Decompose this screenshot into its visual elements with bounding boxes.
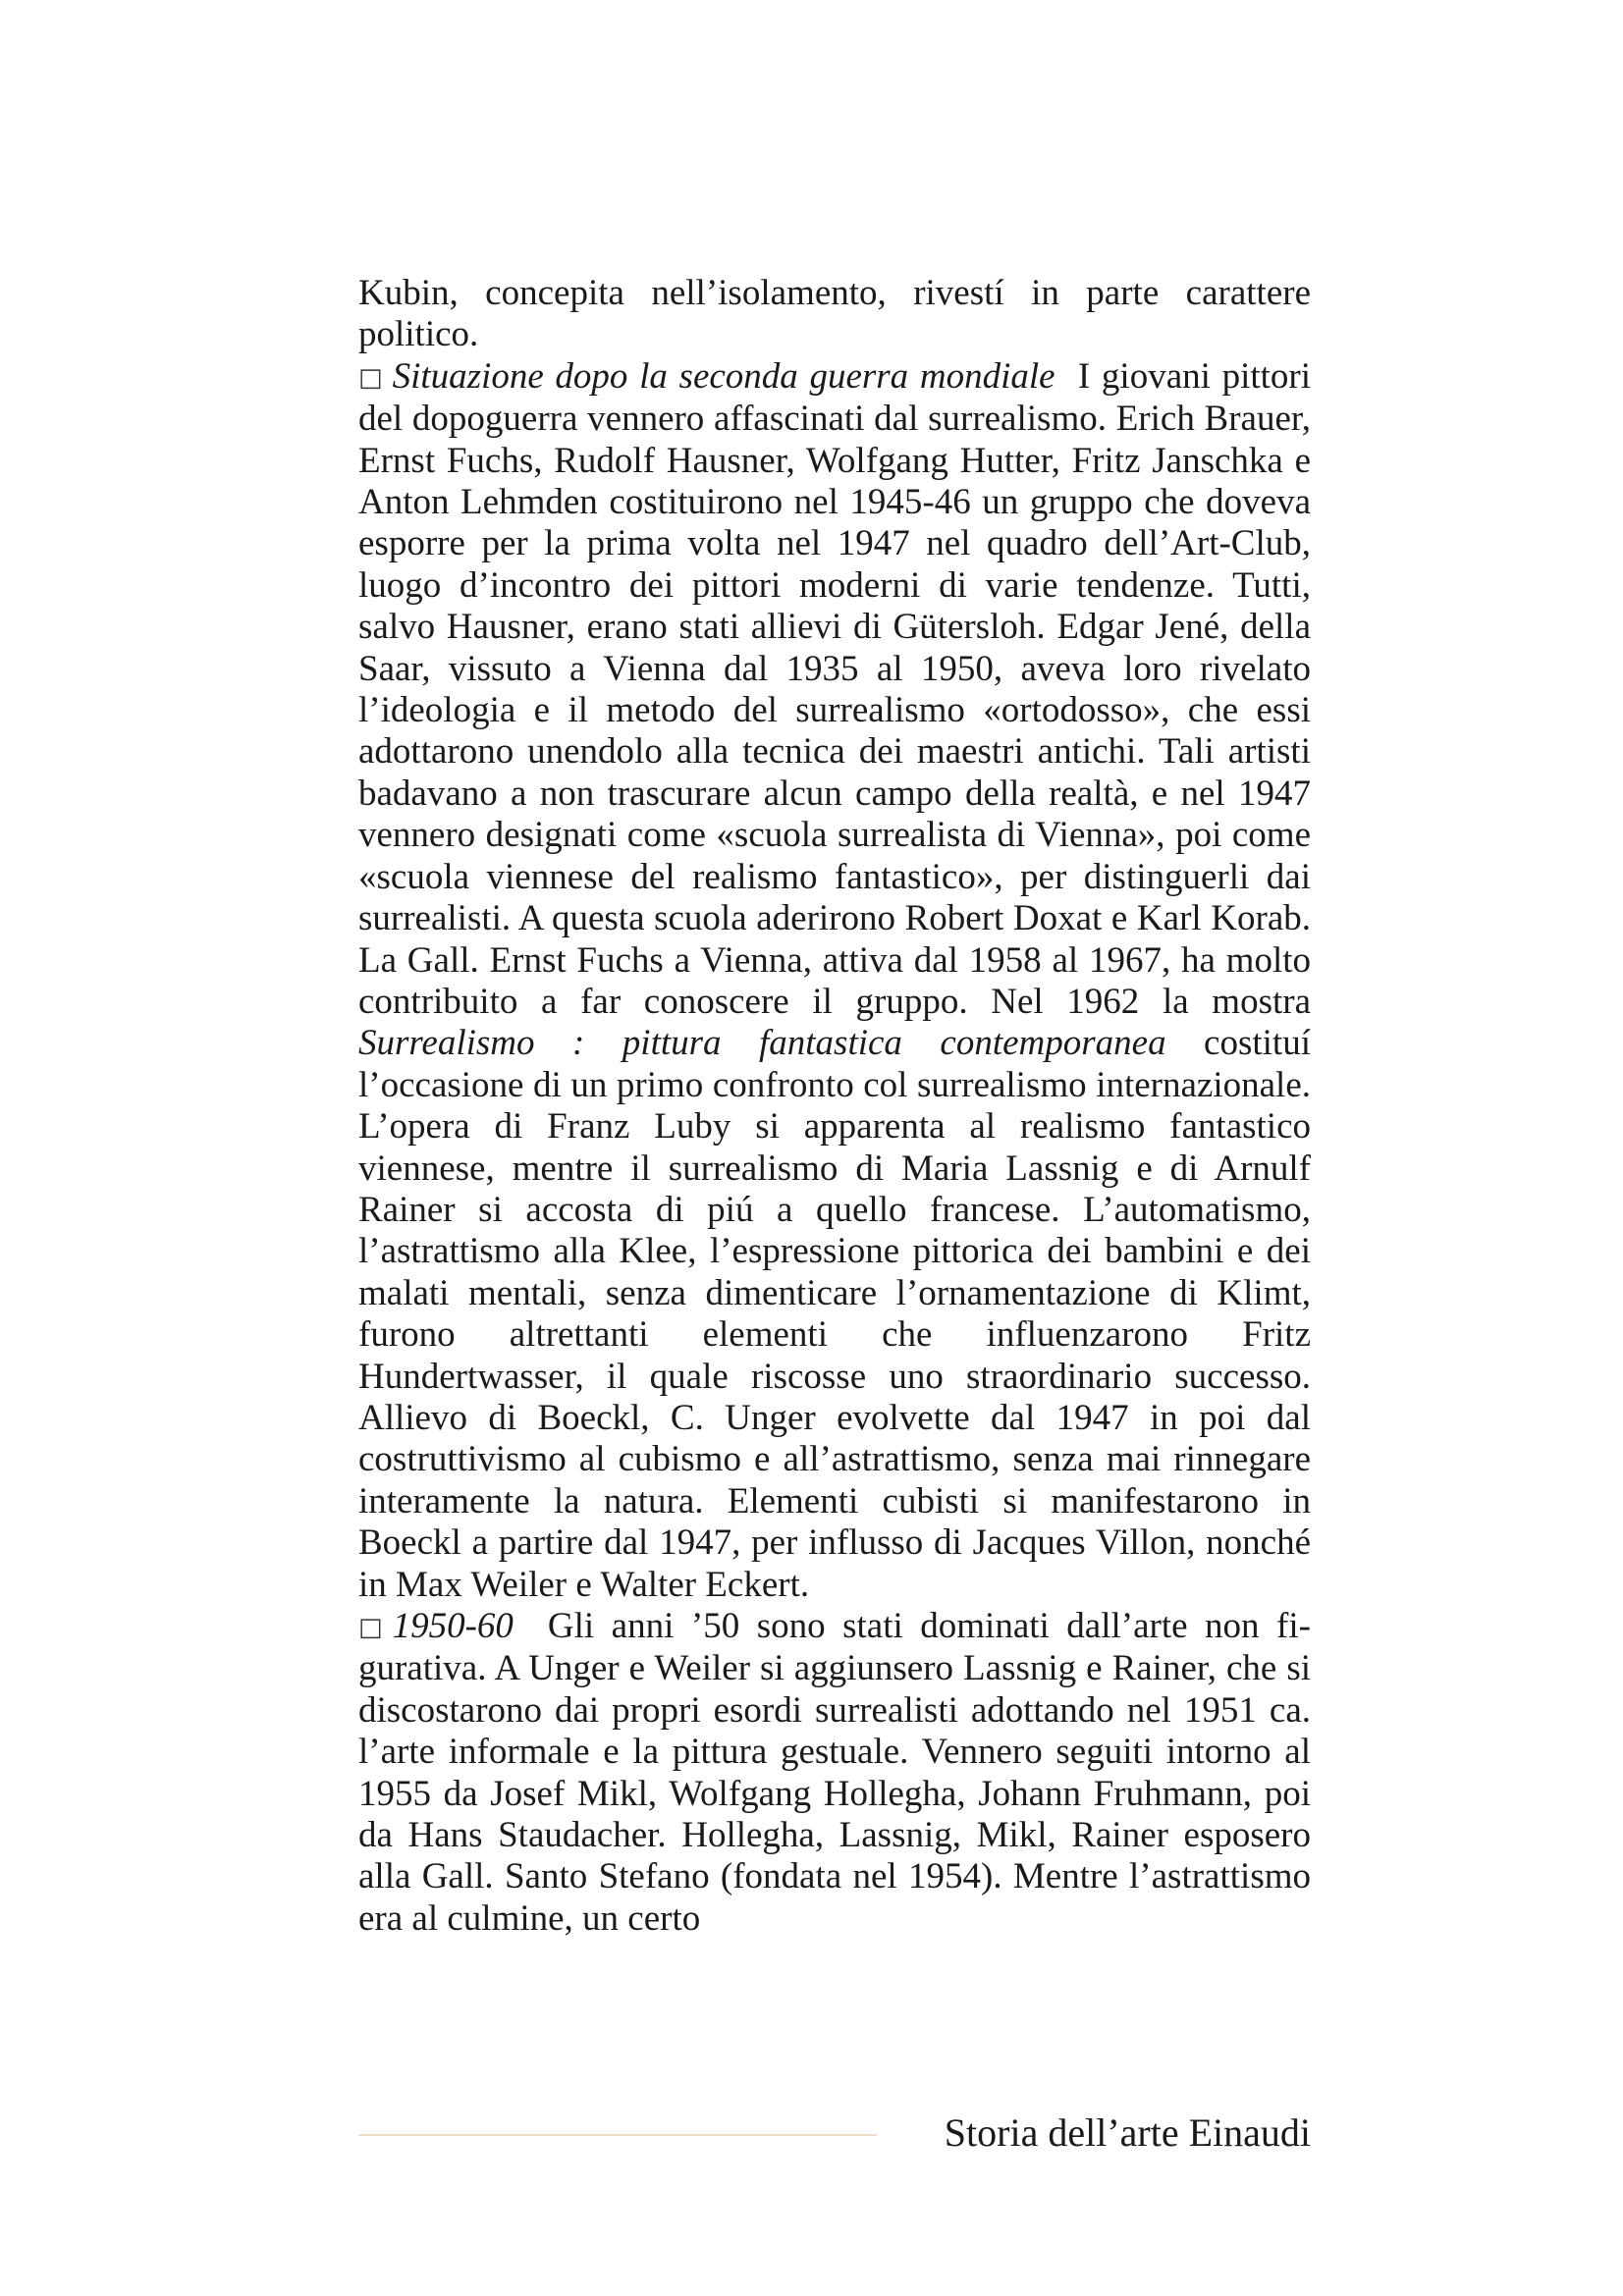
section-heading-1950-60: 1950-60	[392, 1606, 514, 1646]
footer-publication-title: Storia dell’arte Einaudi	[944, 2110, 1311, 2155]
exhibition-title: Surrealismo : pittura fantastica contemporanea	[358, 1023, 1166, 1064]
page-footer	[358, 2109, 1311, 2158]
section-heading-postwar: Situazione dopo la seconda guerra mondiale	[392, 355, 1055, 397]
paragraph-postwar-text-2: costituí l’occasione di un primo confronto col surrealismo internazionale. L’opera di Franz Luby si apparenta al realismo fantastico viennese, mentre il surrealismo di Maria Lassnig e di Arnulf Rainer si accosta di piú a quello francese. L’automatismo, l’astrattismo alla Klee, l’espressione pittorica dei bambini e dei malati mentali, senza dimenticare l’ornamentazione di Klimt, furono altrettanti elementi che influenzarono Fritz Hundertwasser, il quale riscosse uno straordinario successo. Allievo di Boeckl, C. Unger evolvette dal 1947 in poi dal costruttivismo al cubismo e all’astrattismo, senza mai rinnegare interamente la natura. Elementi cubisti si manifestarono in Boeckl a partire dal 1947, per influsso di Jacques Villon, nonché in Max Weiler e Walter Eckert.	[358, 1023, 1311, 1605]
paragraph-1950-60	[358, 1606, 1311, 1940]
paragraph-1950-60-text: Gli anni ’50 sono stati dominati dall’arte non figurativa. A Unger e Weiler si aggiunsero Lassnig e Rainer, che si discostarono dai propri esordi surrealisti adottando nel 1951 ca. l’arte informale e la pittura gestuale. Vennero seguiti intorno al 1955 da Josef Mikl, Wolfgang Hollegha, Johann Fruhmann, poi da Hans Staudacher. Hollegha, Lassnig, Mikl, Rainer esposero alla Gall. Santo Stefano (fondata nel 1954). Mentre l’astrattismo era al culmine, un certo	[358, 1606, 1311, 1939]
section-marker-icon: □	[358, 1613, 383, 1642]
footer-rule	[358, 2134, 877, 2136]
body-text	[358, 273, 1311, 1940]
paragraph-postwar	[358, 356, 1311, 1606]
paragraph-intro	[358, 273, 1311, 356]
paragraph-postwar-text-1: I giovani pittori del dopoguerra vennero affascinati dal surrealismo. Erich Brauer, Ernst Fuchs, Rudolf Hausner, Wolfgang Hutter, Fritz Janschka e Anton Lehmden costituirono nel 1945-46 un gruppo che doveva esporre per la prima volta nel 1947 nel quadro dell’Art-Club, luogo d’incontro dei pittori moderni di varie tendenze. Tutti, salvo Hausner, erano stati allievi di Gütersloh. Edgar Jené, della Saar, vissuto a Vienna dal 1935 al 1950, aveva loro rivelato l’ideologia e il metodo del surrealismo «ortodosso», che essi adottarono unendolo alla tecnica dei maestri antichi. Tali artisti badavano a non trascurare alcun campo della realtà, e nel 1947 vennero designati come «scuola surrealista di Vienna», poi come «scuola viennese del realismo fantastico», per distinguerli dai surrealisti. A questa scuola aderirono Robert Doxat e Karl Korab. La Gall. Ernst Fuchs a Vienna, attiva dal 1958 al 1967, ha molto contribuito a far conoscere il gruppo. Nel 1962 la mostra	[358, 355, 1312, 1022]
section-marker-icon: □	[358, 362, 383, 393]
paragraph-intro-text: Kubin, concepita nell’isolamento, rivestí in parte carattere politico.	[358, 273, 1311, 355]
